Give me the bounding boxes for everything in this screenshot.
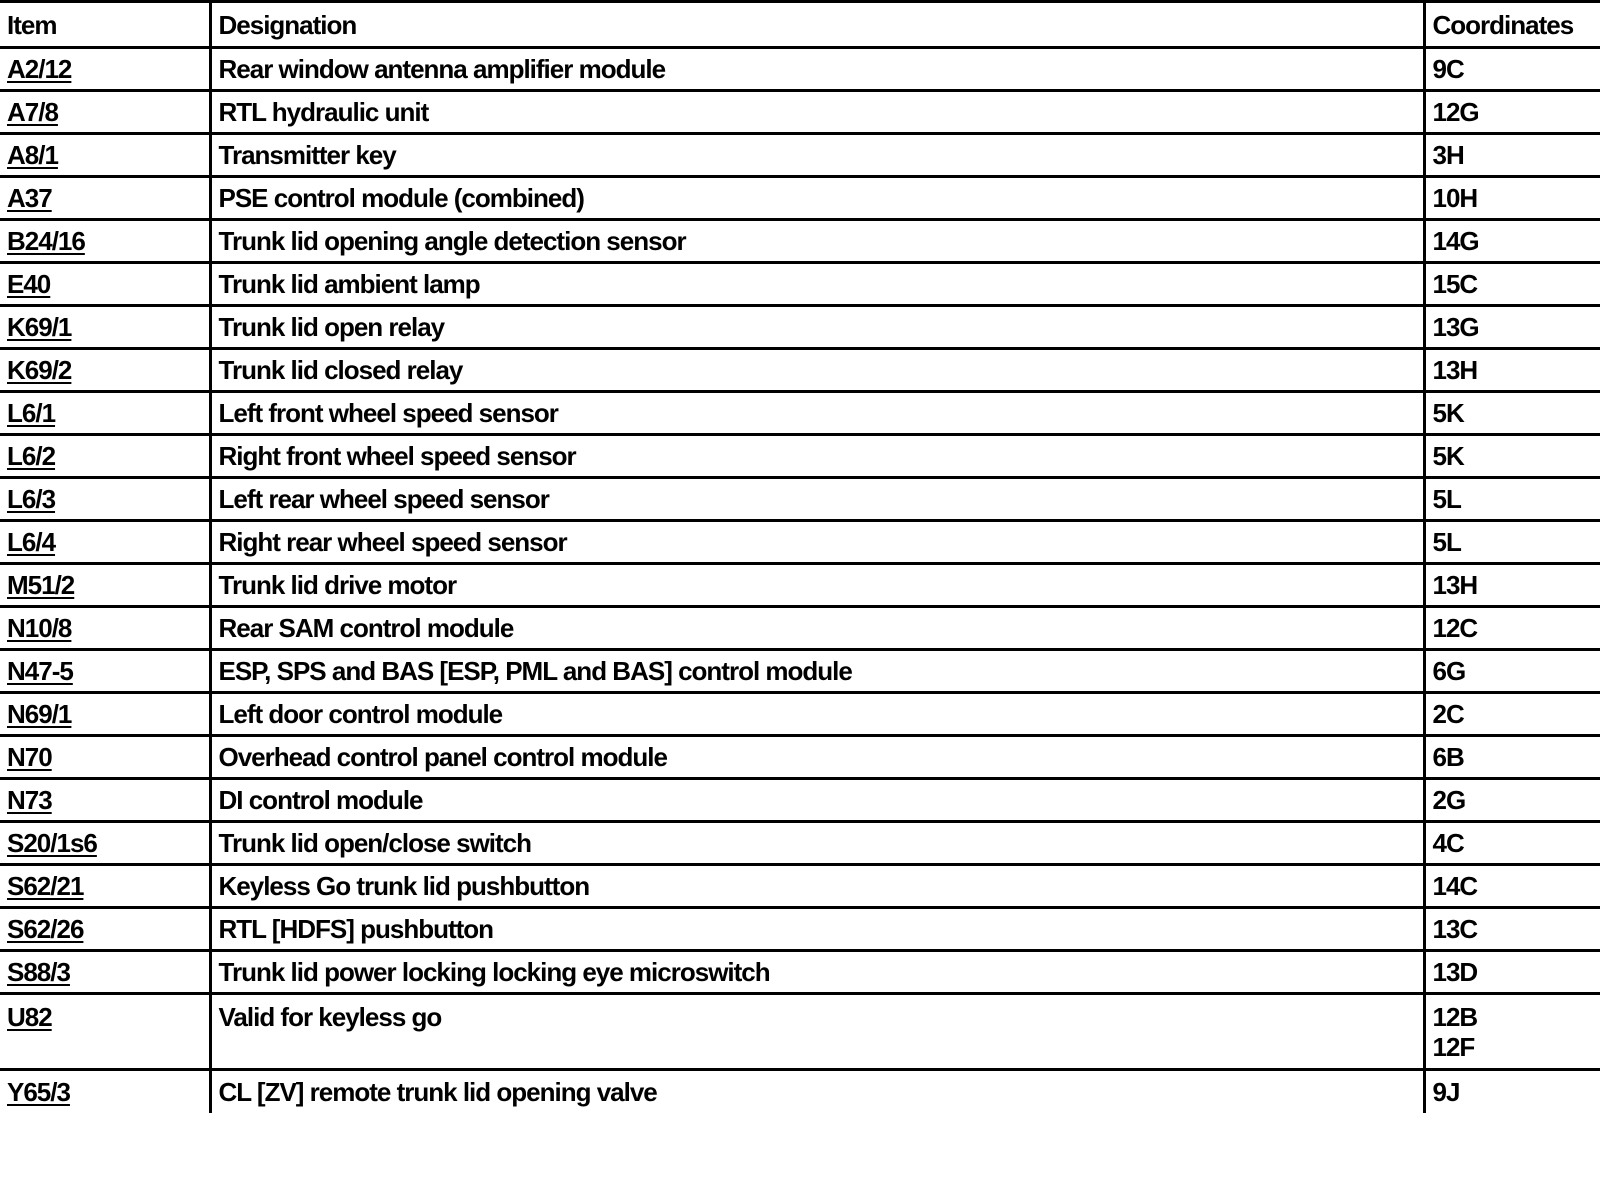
item-cell bbox=[0, 951, 210, 994]
table-row bbox=[0, 478, 1600, 521]
coordinate-value: 15C bbox=[1432, 269, 1478, 299]
item-link[interactable]: B24/16 bbox=[7, 226, 85, 256]
table-row bbox=[0, 994, 1600, 1070]
table-row bbox=[0, 1070, 1600, 1113]
coordinates-cell bbox=[1424, 91, 1600, 134]
coordinate-value: 13H bbox=[1432, 570, 1478, 600]
coordinates-cell bbox=[1424, 306, 1600, 349]
item-cell bbox=[0, 435, 210, 478]
designation-cell: Left rear wheel speed sensor bbox=[210, 478, 1424, 521]
designation-cell: Trunk lid drive motor bbox=[210, 564, 1424, 607]
table-row bbox=[0, 306, 1600, 349]
item-cell bbox=[0, 263, 210, 306]
coordinate-value: 14G bbox=[1432, 226, 1479, 256]
designation-cell: Rear window antenna amplifier module bbox=[210, 48, 1424, 91]
item-cell bbox=[0, 306, 210, 349]
coordinate-value: 12G bbox=[1432, 97, 1479, 127]
coordinate-value: 5L bbox=[1432, 527, 1461, 557]
table-row bbox=[0, 349, 1600, 392]
designation-cell: Trunk lid ambient lamp bbox=[210, 263, 1424, 306]
table-row bbox=[0, 908, 1600, 951]
table-row bbox=[0, 134, 1600, 177]
coordinate-value: 9J bbox=[1432, 1076, 1460, 1107]
item-link[interactable]: N10/8 bbox=[7, 613, 72, 643]
table-row bbox=[0, 564, 1600, 607]
designation-cell: Left door control module bbox=[210, 693, 1424, 736]
item-link[interactable]: A37 bbox=[7, 183, 52, 213]
item-cell bbox=[0, 693, 210, 736]
designation-cell: DI control module bbox=[210, 779, 1424, 822]
designation-cell: Trunk lid opening angle detection sensor bbox=[210, 220, 1424, 263]
designation-cell: RTL [HDFS] pushbutton bbox=[210, 908, 1424, 951]
item-link[interactable]: M51/2 bbox=[7, 570, 75, 600]
table-row bbox=[0, 392, 1600, 435]
coordinates-cell bbox=[1424, 951, 1600, 994]
coordinate-value: 10H bbox=[1432, 183, 1478, 213]
item-cell bbox=[0, 478, 210, 521]
header-coordinates: Coordinates bbox=[1424, 2, 1600, 48]
item-link[interactable]: S20/1s6 bbox=[7, 828, 97, 858]
coordinate-value: 13H bbox=[1432, 355, 1478, 385]
coordinate-value: 13D bbox=[1432, 957, 1478, 987]
coordinate-value: 5L bbox=[1432, 484, 1461, 514]
coordinate-value: 2C bbox=[1432, 699, 1464, 729]
coordinate-value: 12C bbox=[1432, 613, 1478, 643]
designation-cell: Trunk lid power locking locking eye microswitch bbox=[210, 951, 1424, 994]
designation-cell: ESP, SPS and BAS [ESP, PML and BAS] control module bbox=[210, 650, 1424, 693]
designation-cell: Trunk lid open relay bbox=[210, 306, 1424, 349]
coordinates-cell bbox=[1424, 263, 1600, 306]
item-cell bbox=[0, 865, 210, 908]
item-cell bbox=[0, 134, 210, 177]
item-link[interactable]: A8/1 bbox=[7, 140, 58, 170]
item-link[interactable]: A2/12 bbox=[7, 54, 72, 84]
designation-cell: Transmitter key bbox=[210, 134, 1424, 177]
header-row bbox=[0, 2, 1600, 48]
coordinates-cell bbox=[1424, 865, 1600, 908]
table-row bbox=[0, 48, 1600, 91]
coordinate-value: 12F bbox=[1432, 1032, 1475, 1062]
item-cell bbox=[0, 822, 210, 865]
coordinates-cell bbox=[1424, 994, 1600, 1070]
item-link[interactable]: Y65/3 bbox=[7, 1076, 70, 1107]
table-row bbox=[0, 650, 1600, 693]
table-row bbox=[0, 177, 1600, 220]
item-cell bbox=[0, 736, 210, 779]
item-link[interactable]: K69/1 bbox=[7, 312, 72, 342]
coordinate-value: 4C bbox=[1432, 828, 1464, 858]
item-link[interactable]: L6/1 bbox=[7, 398, 56, 428]
coordinates-cell bbox=[1424, 478, 1600, 521]
table-row bbox=[0, 951, 1600, 994]
item-cell bbox=[0, 91, 210, 134]
coordinates-cell bbox=[1424, 48, 1600, 91]
table-row bbox=[0, 521, 1600, 564]
item-link[interactable]: N69/1 bbox=[7, 699, 72, 729]
designation-cell: Trunk lid closed relay bbox=[210, 349, 1424, 392]
coordinate-value: 12B bbox=[1432, 1002, 1478, 1032]
coordinate-value: 6G bbox=[1432, 656, 1466, 686]
coordinates-cell bbox=[1424, 693, 1600, 736]
coordinate-value: 2G bbox=[1432, 785, 1466, 815]
coordinates-cell bbox=[1424, 134, 1600, 177]
header-item: Item bbox=[0, 2, 210, 48]
table-row bbox=[0, 607, 1600, 650]
item-link[interactable]: L6/3 bbox=[7, 484, 56, 514]
table-row bbox=[0, 693, 1600, 736]
coordinate-value: 3H bbox=[1432, 140, 1464, 170]
table-row bbox=[0, 865, 1600, 908]
item-cell bbox=[0, 48, 210, 91]
designation-cell: Right rear wheel speed sensor bbox=[210, 521, 1424, 564]
item-cell bbox=[0, 994, 210, 1070]
coordinates-cell bbox=[1424, 435, 1600, 478]
designation-cell: Keyless Go trunk lid pushbutton bbox=[210, 865, 1424, 908]
designation-cell: Valid for keyless go bbox=[210, 994, 1424, 1070]
designation-cell: Right front wheel speed sensor bbox=[210, 435, 1424, 478]
header-designation: Designation bbox=[210, 2, 1424, 48]
table-row bbox=[0, 822, 1600, 865]
item-cell bbox=[0, 349, 210, 392]
coordinates-cell bbox=[1424, 908, 1600, 951]
table-row bbox=[0, 263, 1600, 306]
table-row bbox=[0, 91, 1600, 134]
item-link[interactable]: S62/26 bbox=[7, 914, 84, 944]
designation-cell: Trunk lid open/close switch bbox=[210, 822, 1424, 865]
coordinates-cell bbox=[1424, 564, 1600, 607]
item-cell bbox=[0, 908, 210, 951]
coordinates-cell bbox=[1424, 650, 1600, 693]
item-cell bbox=[0, 220, 210, 263]
item-link[interactable]: L6/4 bbox=[7, 527, 56, 557]
item-cell bbox=[0, 607, 210, 650]
item-link[interactable]: E40 bbox=[7, 269, 51, 299]
item-link[interactable]: K69/2 bbox=[7, 355, 72, 385]
item-cell bbox=[0, 177, 210, 220]
item-link[interactable]: U82 bbox=[7, 1002, 52, 1032]
coordinate-value: 9C bbox=[1432, 54, 1464, 84]
coordinate-value: 6B bbox=[1432, 742, 1464, 772]
item-link[interactable]: S62/21 bbox=[7, 871, 84, 901]
coordinates-cell bbox=[1424, 779, 1600, 822]
coordinates-cell bbox=[1424, 220, 1600, 263]
coordinates-cell bbox=[1424, 177, 1600, 220]
coordinates-cell bbox=[1424, 736, 1600, 779]
designation-cell: CL [ZV] remote trunk lid opening valve bbox=[210, 1070, 1424, 1113]
designation-cell: Overhead control panel control module bbox=[210, 736, 1424, 779]
item-link[interactable]: N47-5 bbox=[7, 656, 73, 686]
item-cell bbox=[0, 650, 210, 693]
item-cell bbox=[0, 392, 210, 435]
table-row bbox=[0, 736, 1600, 779]
item-cell bbox=[0, 521, 210, 564]
designation-cell: Rear SAM control module bbox=[210, 607, 1424, 650]
designation-cell: RTL hydraulic unit bbox=[210, 91, 1424, 134]
item-cell bbox=[0, 1070, 210, 1113]
coordinates-cell bbox=[1424, 607, 1600, 650]
item-cell bbox=[0, 779, 210, 822]
designation-cell: Left front wheel speed sensor bbox=[210, 392, 1424, 435]
item-link[interactable]: L6/2 bbox=[7, 441, 56, 471]
designation-cell: PSE control module (combined) bbox=[210, 177, 1424, 220]
coordinate-value: 13C bbox=[1432, 914, 1478, 944]
item-link[interactable]: N73 bbox=[7, 785, 52, 815]
item-link[interactable]: S88/3 bbox=[7, 957, 70, 987]
coordinate-value: 14C bbox=[1432, 871, 1478, 901]
table-row bbox=[0, 220, 1600, 263]
coordinates-cell bbox=[1424, 349, 1600, 392]
table-row bbox=[0, 435, 1600, 478]
coordinate-value: 5K bbox=[1432, 441, 1464, 471]
coordinate-value: 13G bbox=[1432, 312, 1479, 342]
table-body bbox=[0, 48, 1600, 1113]
coordinates-cell bbox=[1424, 392, 1600, 435]
item-link[interactable]: A7/8 bbox=[7, 97, 58, 127]
coordinate-value: 5K bbox=[1432, 398, 1464, 428]
coordinates-cell bbox=[1424, 521, 1600, 564]
table-row bbox=[0, 779, 1600, 822]
coordinates-cell bbox=[1424, 1070, 1600, 1113]
item-link[interactable]: N70 bbox=[7, 742, 52, 772]
coordinates-cell bbox=[1424, 822, 1600, 865]
item-cell bbox=[0, 564, 210, 607]
